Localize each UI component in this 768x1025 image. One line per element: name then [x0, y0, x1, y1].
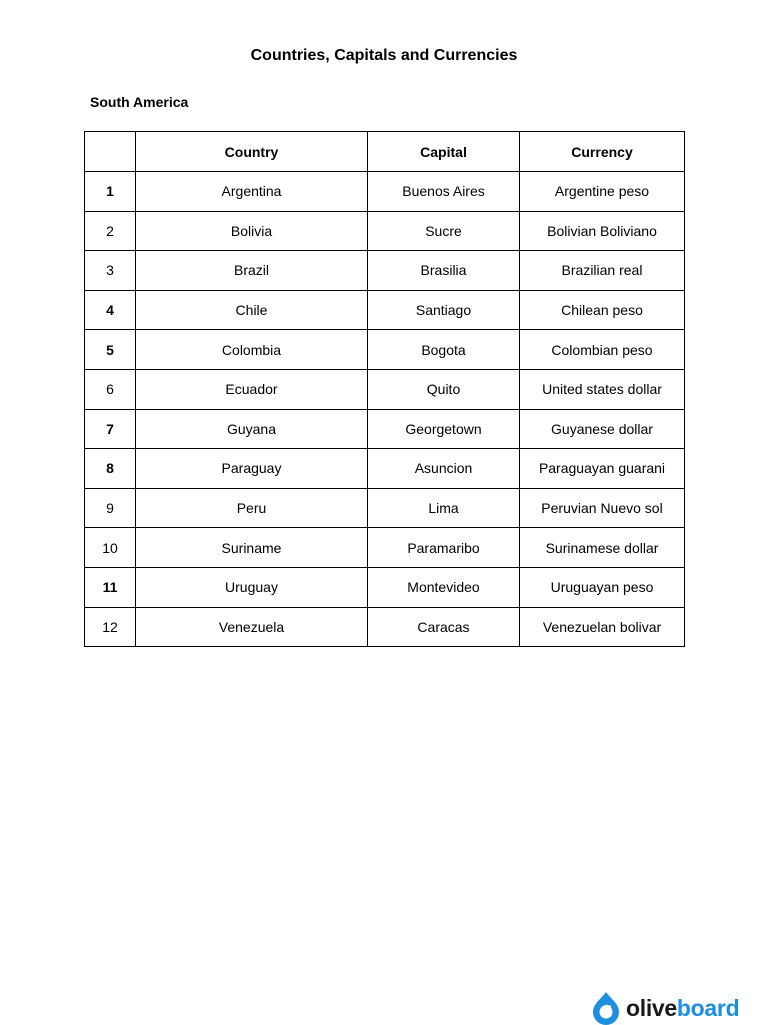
cell-capital: Santiago [368, 290, 520, 330]
table-row [85, 607, 685, 647]
cell-number: 4 [85, 290, 136, 330]
table-row [85, 409, 685, 449]
table-row [85, 172, 685, 212]
cell-capital: Paramaribo [368, 528, 520, 568]
cell-country: Ecuador [136, 369, 368, 409]
cell-currency: Bolivian Boliviano [520, 211, 685, 251]
table-row [85, 330, 685, 370]
cell-number: 7 [85, 409, 136, 449]
cell-capital: Quito [368, 369, 520, 409]
cell-country: Argentina [136, 172, 368, 212]
cell-capital: Bogota [368, 330, 520, 370]
cell-number: 2 [85, 211, 136, 251]
cell-currency: Venezuelan bolivar [520, 607, 685, 647]
cell-number: 1 [85, 172, 136, 212]
cell-country: Bolivia [136, 211, 368, 251]
header-capital: Capital [368, 132, 520, 172]
table-row [85, 211, 685, 251]
cell-currency: Colombian peso [520, 330, 685, 370]
cell-country: Colombia [136, 330, 368, 370]
logo-text-olive: olive [626, 994, 677, 1021]
cell-number: 12 [85, 607, 136, 647]
cell-currency: Brazilian real [520, 251, 685, 291]
table-row [85, 528, 685, 568]
cell-number: 8 [85, 449, 136, 489]
cell-country: Guyana [136, 409, 368, 449]
cell-number: 3 [85, 251, 136, 291]
cell-country: Venezuela [136, 607, 368, 647]
cell-country: Uruguay [136, 567, 368, 607]
cell-currency: Chilean peso [520, 290, 685, 330]
cell-currency: Surinamese dollar [520, 528, 685, 568]
cell-capital: Asuncion [368, 449, 520, 489]
logo-text-board: board [676, 994, 740, 1021]
table-row [85, 369, 685, 409]
cell-number: 5 [85, 330, 136, 370]
header-currency: Currency [520, 132, 685, 172]
cell-capital: Lima [368, 488, 520, 528]
table-row [85, 449, 685, 489]
cell-country: Paraguay [136, 449, 368, 489]
table-body [85, 172, 685, 647]
cell-currency: United states dollar [520, 369, 685, 409]
cell-capital: Caracas [368, 607, 520, 647]
cell-capital: Brasilia [368, 251, 520, 291]
cell-number: 9 [85, 488, 136, 528]
oliveboard-logo [590, 991, 739, 1025]
cell-country: Brazil [136, 251, 368, 291]
cell-number: 11 [85, 567, 136, 607]
cell-currency: Paraguayan guarani [520, 449, 685, 489]
countries-table [84, 131, 685, 647]
cell-number: 10 [85, 528, 136, 568]
header-country: Country [136, 132, 368, 172]
cell-currency: Uruguayan peso [520, 567, 685, 607]
cell-country: Suriname [136, 528, 368, 568]
table-header-row [85, 132, 685, 172]
cell-capital: Georgetown [368, 409, 520, 449]
table-row [85, 567, 685, 607]
cell-number: 6 [85, 369, 136, 409]
cell-currency: Peruvian Nuevo sol [520, 488, 685, 528]
cell-capital: Buenos Aires [368, 172, 520, 212]
table-row [85, 290, 685, 330]
page-title: Countries, Capitals and Currencies [250, 47, 518, 64]
cell-currency: Argentine peso [520, 172, 685, 212]
logo-wordmark [626, 995, 739, 1022]
cell-currency: Guyanese dollar [520, 409, 685, 449]
oliveboard-logo-icon [590, 991, 622, 1025]
table-row [85, 488, 685, 528]
table-row [85, 251, 685, 291]
section-heading: South America [90, 94, 189, 110]
cell-capital: Montevideo [368, 567, 520, 607]
cell-country: Chile [136, 290, 368, 330]
cell-capital: Sucre [368, 211, 520, 251]
header-number [85, 132, 136, 172]
cell-country: Peru [136, 488, 368, 528]
